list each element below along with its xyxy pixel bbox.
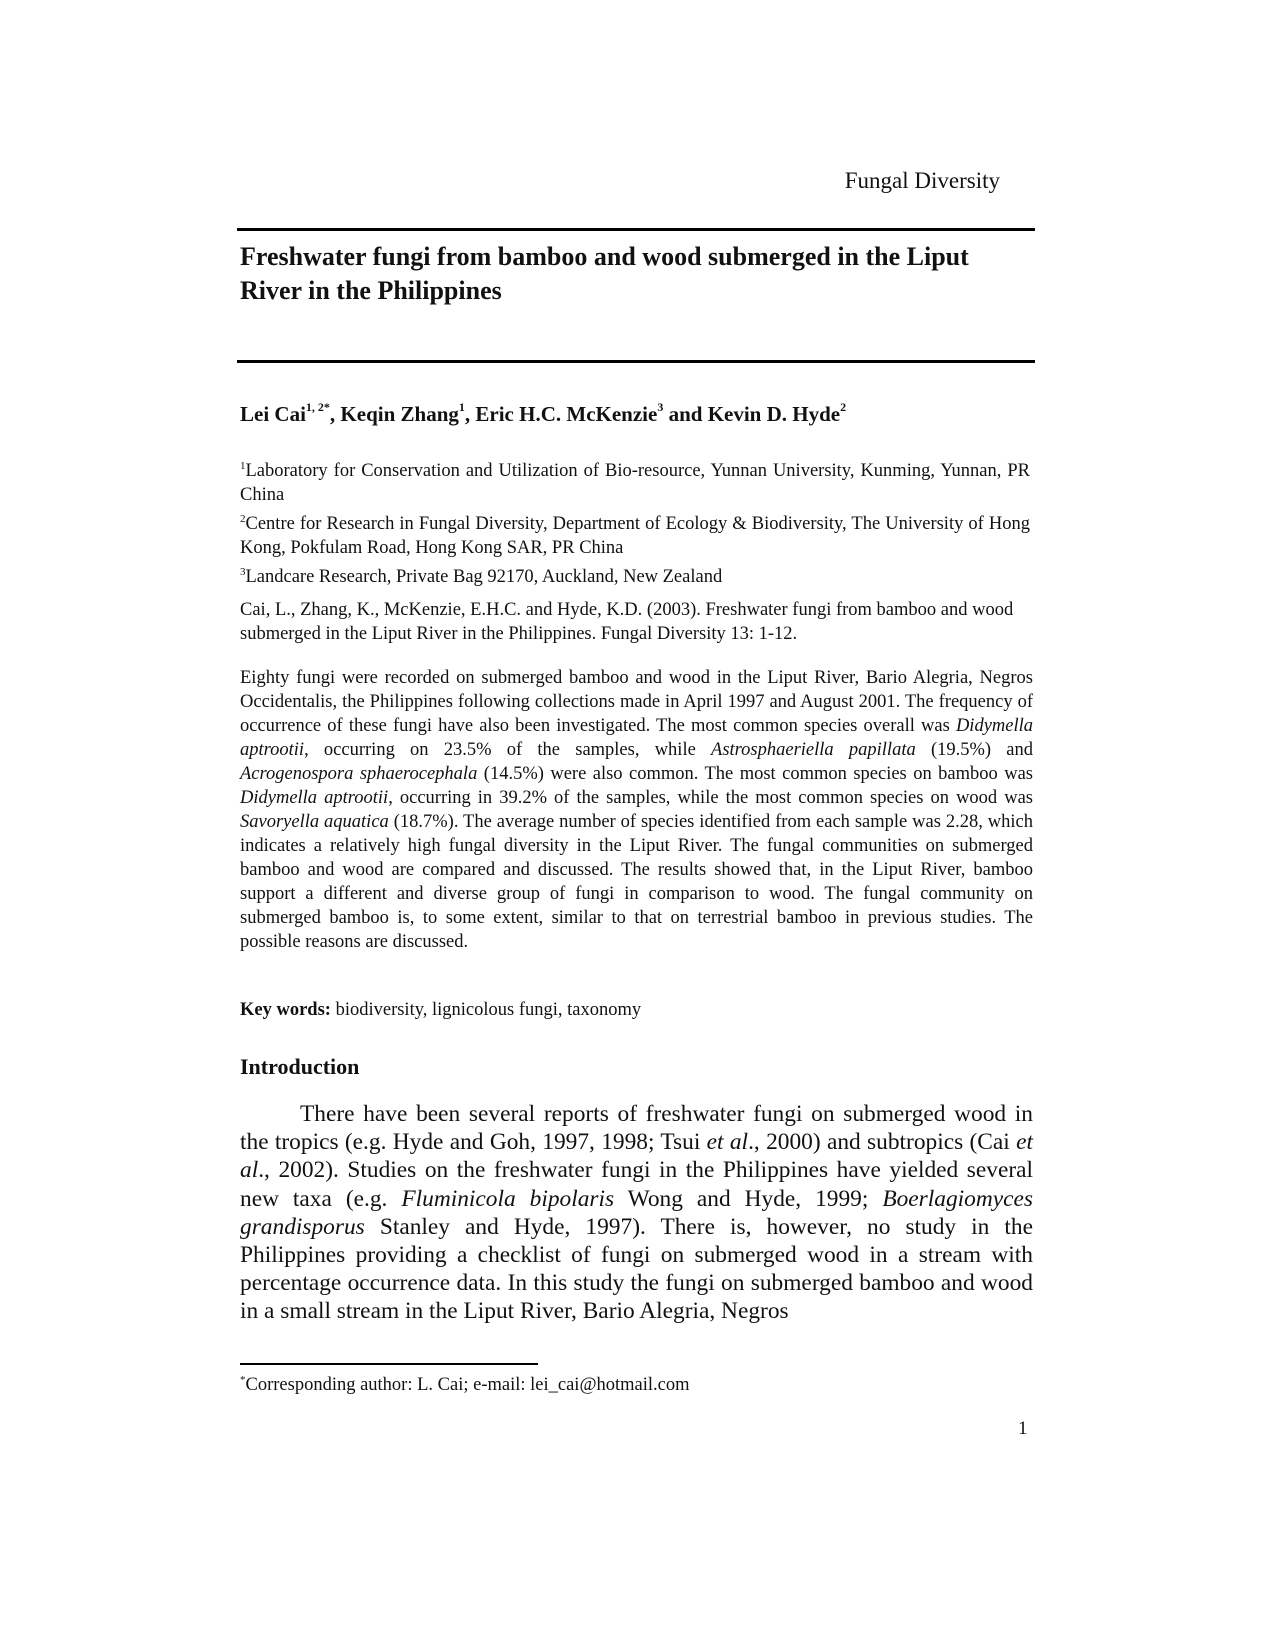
abstract-text: (14.5%) were also common. The most common species on bamboo was <box>477 764 1033 784</box>
title-top-rule <box>237 228 1035 231</box>
species-name: Astrosphaeriella papillata <box>711 740 916 760</box>
citation: Cai, L., Zhang, K., McKenzie, E.H.C. and Hyde, K.D. (2003). Freshwater fungi from bamboo and wood submerged in the Liput River in the Philippines. Fungal Diversity 13: 1-12. <box>240 600 1014 644</box>
paper-title: Freshwater fungi from bamboo and wood submerged in the Liput River in the Philippines <box>240 242 969 305</box>
author-name: Keqin Zhang <box>340 402 459 426</box>
abstract-text: (19.5%) and <box>915 740 1033 760</box>
keywords-label: Key words: <box>240 1000 331 1020</box>
intro-text: Wong and Hyde, 1999; <box>614 1185 883 1212</box>
species-name: Didymella aptrootii <box>240 788 389 808</box>
affiliation-mark: 3 <box>240 566 246 579</box>
keywords-text: biodiversity, lignicolous fungi, taxonomy <box>330 1000 642 1020</box>
intro-italic: et al <box>240 1129 1033 1184</box>
intro-text: ., 2002). Studies on the freshwater fungi in the Philippines have yielded several new taxa (e.g. <box>240 1157 1033 1212</box>
affiliation-mark: 1 <box>240 460 246 472</box>
species-name: Boerlagiomyces grandisporus <box>240 1185 1034 1240</box>
author-affiliation-mark: 2 <box>840 400 847 414</box>
author-separator: , <box>329 402 341 426</box>
footnote <box>240 1374 689 1396</box>
author-separator: and <box>663 402 708 426</box>
abstract-text: Eighty fungi were recorded on submerged bamboo and wood in the Liput River, Bario Alegria, Negros Occidentalis, the Philippines following collections made in April 1997 and August 2001. The frequency of occurrence of these fungi have also been investigated. The most common species overall was <box>240 668 1033 736</box>
footnote-text: Corresponding author: L. Cai; e-mail: lei_cai@hotmail.com <box>245 1375 690 1396</box>
footnote-mark: * <box>240 1374 246 1386</box>
author-affiliation-mark: 1, 2* <box>305 400 330 414</box>
affiliation-mark: 2 <box>240 513 246 526</box>
species-name: Acrogenospora sphaerocephala <box>240 764 478 784</box>
abstract-text: , occurring in 39.2% of the samples, while the most common species on wood was <box>388 788 1033 808</box>
author-affiliation-mark: 1 <box>458 400 465 414</box>
title-bottom-rule <box>237 360 1035 363</box>
species-name: Savoryella aquatica <box>240 812 389 832</box>
affiliations <box>240 454 1030 589</box>
author-name: Eric H.C. McKenzie <box>475 402 658 426</box>
abstract-text: (18.7%). The average number of species identified from each sample was 2.28, which indicates a relatively high fungal diversity in the Liput River. The fungal communities on submerged bamboo and wood are compared and discussed. The results showed that, in the Liput River, bamboo support a different and diverse group of fungi in comparison to wood. The fungal community on submerged bamboo is, to some extent, similar to that on terrestrial bamboo in previous studies. The possible reasons are discussed. <box>240 812 1033 952</box>
species-name: Fluminicola bipolaris <box>401 1185 615 1212</box>
affiliation <box>240 560 1030 589</box>
intro-text: Stanley and Hyde, 1997). There is, however, no study in the Philippines providing a checklist of fungi on submerged wood in a stream with percentage occurrence data. In this study the fungi on submerged bamboo and wood in a small stream in the Liput River, Bario Alegria, Negros <box>240 1213 1033 1325</box>
affiliation <box>240 454 1030 507</box>
abstract-text: , occurring on 23.5% of the samples, while <box>304 740 712 760</box>
species-name: Didymella aptrootii <box>240 716 1033 760</box>
author-list <box>240 402 846 427</box>
page-number: 1 <box>1018 1418 1028 1439</box>
intro-text: There have been several reports of freshwater fungi on submerged wood in the tropics (e.g. Hyde and Goh, 1997, 1998; Tsui <box>240 1101 1033 1156</box>
keywords <box>240 1000 641 1021</box>
author-name: Kevin D. Hyde <box>707 402 841 426</box>
author-separator: , <box>464 402 476 426</box>
intro-paragraph <box>240 1100 1033 1326</box>
journal-name: Fungal Diversity <box>844 168 1000 193</box>
footnote-rule <box>240 1363 538 1365</box>
author-name: Lei Cai <box>240 402 306 426</box>
intro-italic: et al <box>706 1129 749 1156</box>
intro-text: ., 2000) and subtropics (Cai <box>748 1129 1017 1156</box>
affiliation-text: Laboratory for Conservation and Utilization of Bio-resource, Yunnan University, Kunming, Yunnan, PR China <box>240 461 1030 506</box>
section-heading: Introduction <box>240 1054 360 1079</box>
affiliation <box>240 507 1030 560</box>
affiliation-text: Landcare Research, Private Bag 92170, Auckland, New Zealand <box>245 567 723 588</box>
affiliation-text: Centre for Research in Fungal Diversity, Department of Ecology & Biodiversity, The University of Hong Kong, Pokfulam Road, Hong Kong SAR, PR China <box>240 514 1030 559</box>
abstract <box>240 666 1033 954</box>
author-affiliation-mark: 3 <box>657 400 664 414</box>
